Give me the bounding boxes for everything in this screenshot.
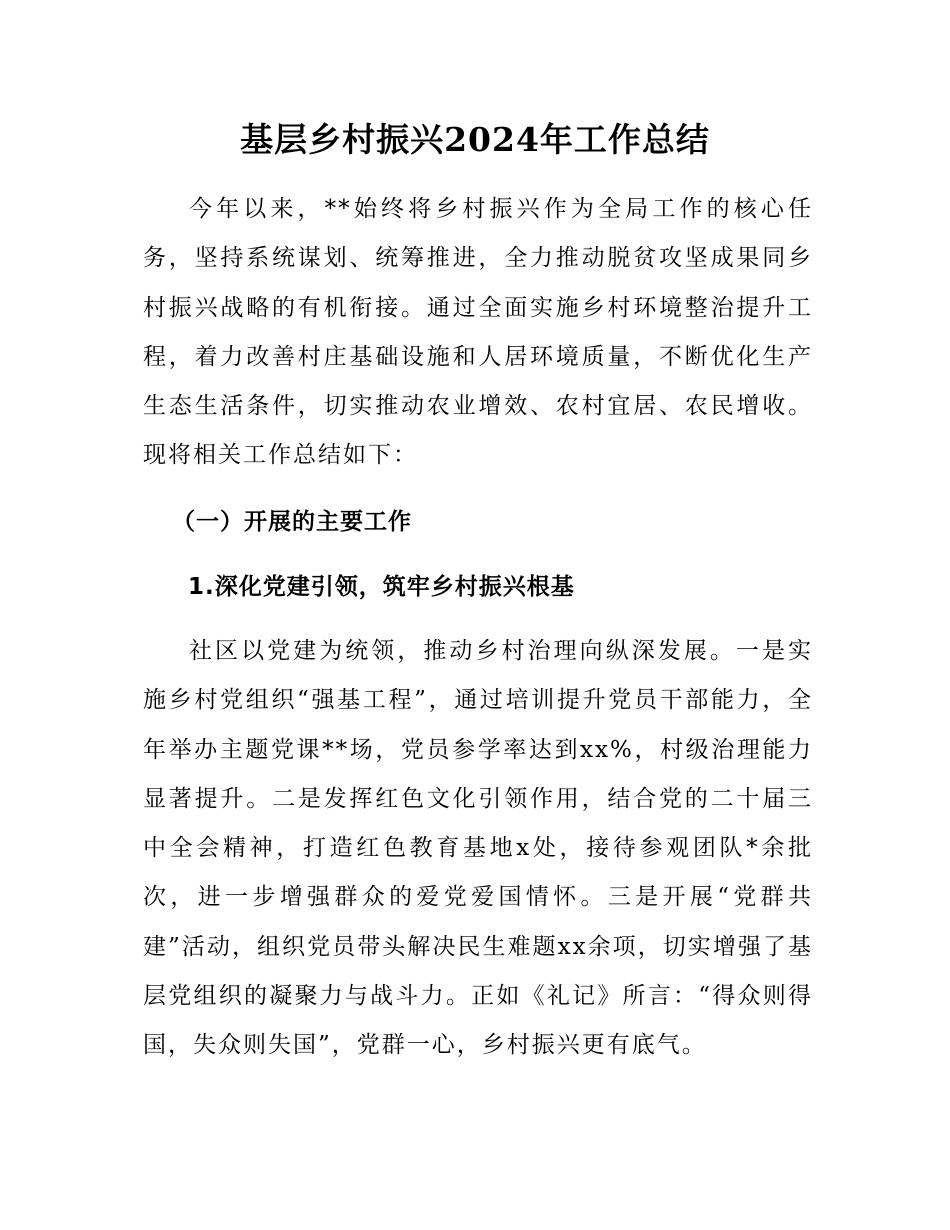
body-paragraph: 社区以党建为统领，推动乡村治理向纵深发展。一是实施乡村党组织“强基工程”，通过培训提升党员干部能力，全年举办主题党课**场，党员参学率达到xx%，村级治理能力显著提升。二是发挥红色文化引领作用，结合党的二十届三中全会精神，打造红色教育基地x处，接待参观团队*余批次，进一步增强群众的爱党爱国情怀。三是开展“党群共建”活动，组织党员带头解决民生难题xx余项，切实增强了基层党组织的凝聚力与战斗力。正如《礼记》所言：“得众则得国，失众则失国”，党群一心，乡村振兴更有底气。: [143, 638, 813, 1059]
intro-paragraph: 今年以来，**始终将乡村振兴作为全局工作的核心任务，坚持系统谋划、统筹推进，全力推动脱贫攻坚成果同乡村振兴战略的有机衔接。通过全面实施乡村环境整治提升工程，着力改善村庄基础设施和人居环境质量，不断优化生产生态生活条件，切实推动农业增效、农村宜居、农民增收。现将相关工作总结如下：: [143, 196, 813, 469]
section-heading: （一）开展的主要工作: [172, 509, 412, 535]
subsection-heading: 1.深化党建引领，筑牢乡村振兴根基: [188, 574, 575, 600]
document-title: 基层乡村振兴2024年工作总结: [240, 120, 710, 159]
